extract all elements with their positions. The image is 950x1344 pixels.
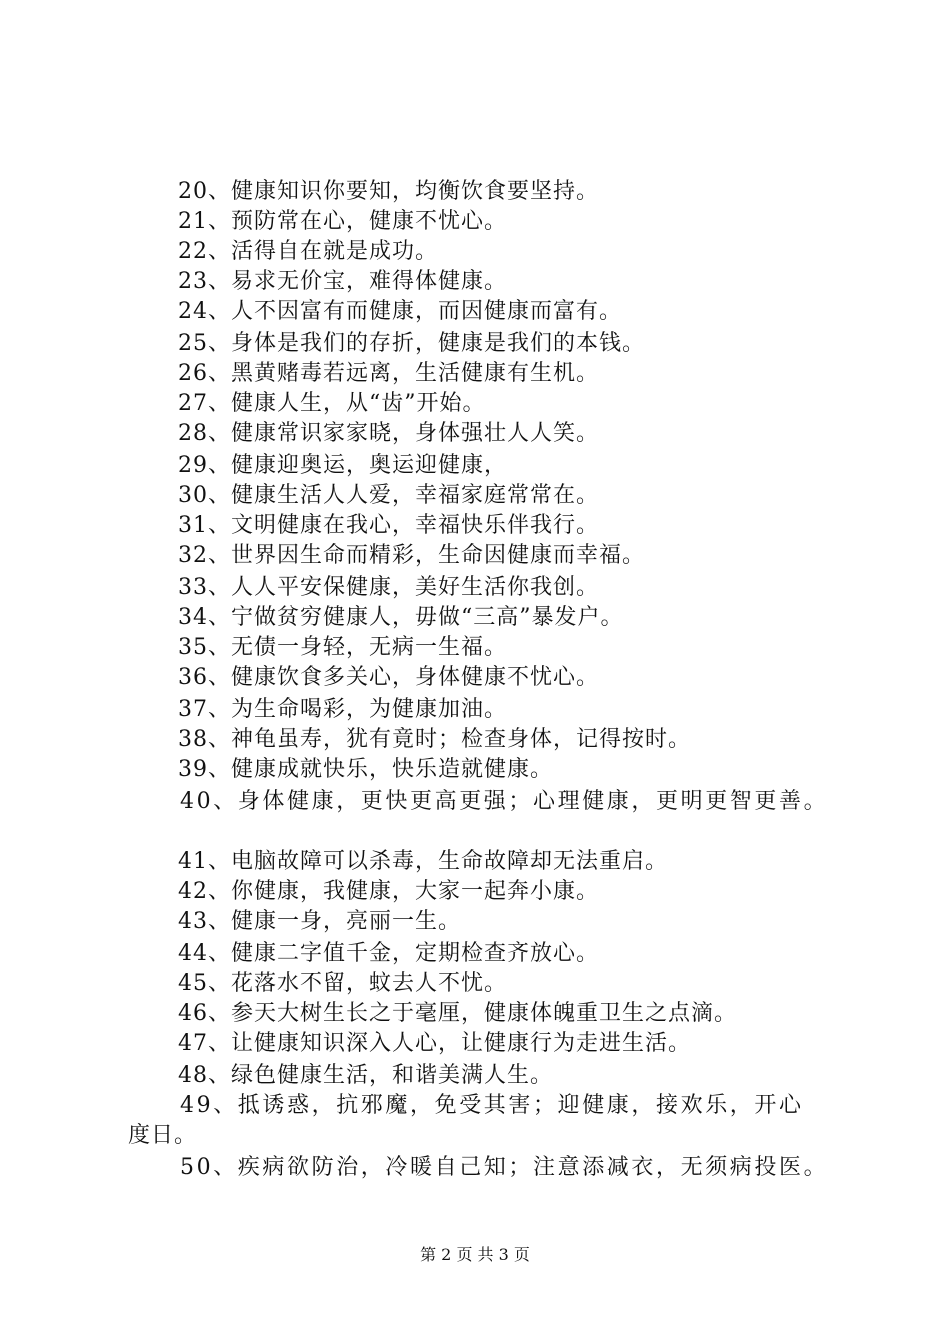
slogan-line-43: 43、健康一身，亮丽一生。	[178, 909, 461, 934]
slogan-line-33: 33、人人平安保健康，美好生活你我创。	[178, 575, 599, 600]
slogan-line-29: 29、健康迎奥运，奥运迎健康，	[178, 453, 507, 478]
slogan-line-40: 40、身体健康，更快更高更强；心理健康，更明更智更善。	[180, 789, 829, 814]
slogan-line-21: 21、预防常在心，健康不忧心。	[178, 209, 507, 234]
slogan-line-46: 46、参天大树生长之于毫厘，健康体魄重卫生之点滴。	[178, 1001, 737, 1026]
slogan-line-38: 38、神龟虽寿，犹有竟时；检查身体，记得按时。	[178, 727, 691, 752]
slogan-line-31: 31、文明健康在我心，幸福快乐伴我行。	[178, 513, 599, 538]
slogan-line-27: 27、健康人生，从“齿”开始。	[178, 391, 486, 416]
slogan-line-37: 37、为生命喝彩，为健康加油。	[178, 697, 507, 722]
slogan-line-20: 20、健康知识你要知，均衡饮食要坚持。	[178, 179, 599, 204]
slogan-line-30: 30、健康生活人人爱，幸福家庭常常在。	[178, 483, 599, 508]
slogan-line-32: 32、世界因生命而精彩，生命因健康而幸福。	[178, 543, 645, 568]
slogan-line-28: 28、健康常识家家晓，身体强壮人人笑。	[178, 421, 599, 446]
slogan-line-42: 42、你健康，我健康，大家一起奔小康。	[178, 879, 599, 904]
slogan-line-44: 44、健康二字值千金，定期检查齐放心。	[178, 941, 599, 966]
slogan-line-24: 24、人不因富有而健康，而因健康而富有。	[178, 299, 622, 324]
slogan-line-49: 49、抵诱惑，抗邪魔，免受其害；迎健康，接欢乐，开心	[180, 1093, 804, 1118]
slogan-line-41: 41、电脑故障可以杀毒，生命故障却无法重启。	[178, 849, 668, 874]
slogan-line-35: 35、无债一身轻，无病一生福。	[178, 635, 507, 660]
slogan-line-47: 47、让健康知识深入人心，让健康行为走进生活。	[178, 1031, 691, 1056]
slogan-line-45: 45、花落水不留，蚊去人不忧。	[178, 971, 507, 996]
page-footer: 第 2 页 共 3 页	[420, 1245, 530, 1264]
slogan-line-49-continued: 度日。	[128, 1123, 198, 1148]
slogan-line-34: 34、宁做贫穷健康人，毋做“三高”暴发户。	[178, 605, 624, 630]
slogan-line-25: 25、身体是我们的存折，健康是我们的本钱。	[178, 331, 645, 356]
slogan-line-50: 50、疾病欲防治，冷暖自己知；注意添减衣，无须病投医。	[180, 1155, 829, 1180]
slogan-line-48: 48、绿色健康生活，和谐美满人生。	[178, 1063, 553, 1088]
slogan-line-26: 26、黑黄赌毒若远离，生活健康有生机。	[178, 361, 599, 386]
slogan-line-23: 23、易求无价宝，难得体健康。	[178, 269, 507, 294]
slogan-line-22: 22、活得自在就是成功。	[178, 239, 438, 264]
slogan-line-39: 39、健康成就快乐，快乐造就健康。	[178, 757, 553, 782]
slogan-line-36: 36、健康饮食多关心，身体健康不忧心。	[178, 665, 599, 690]
